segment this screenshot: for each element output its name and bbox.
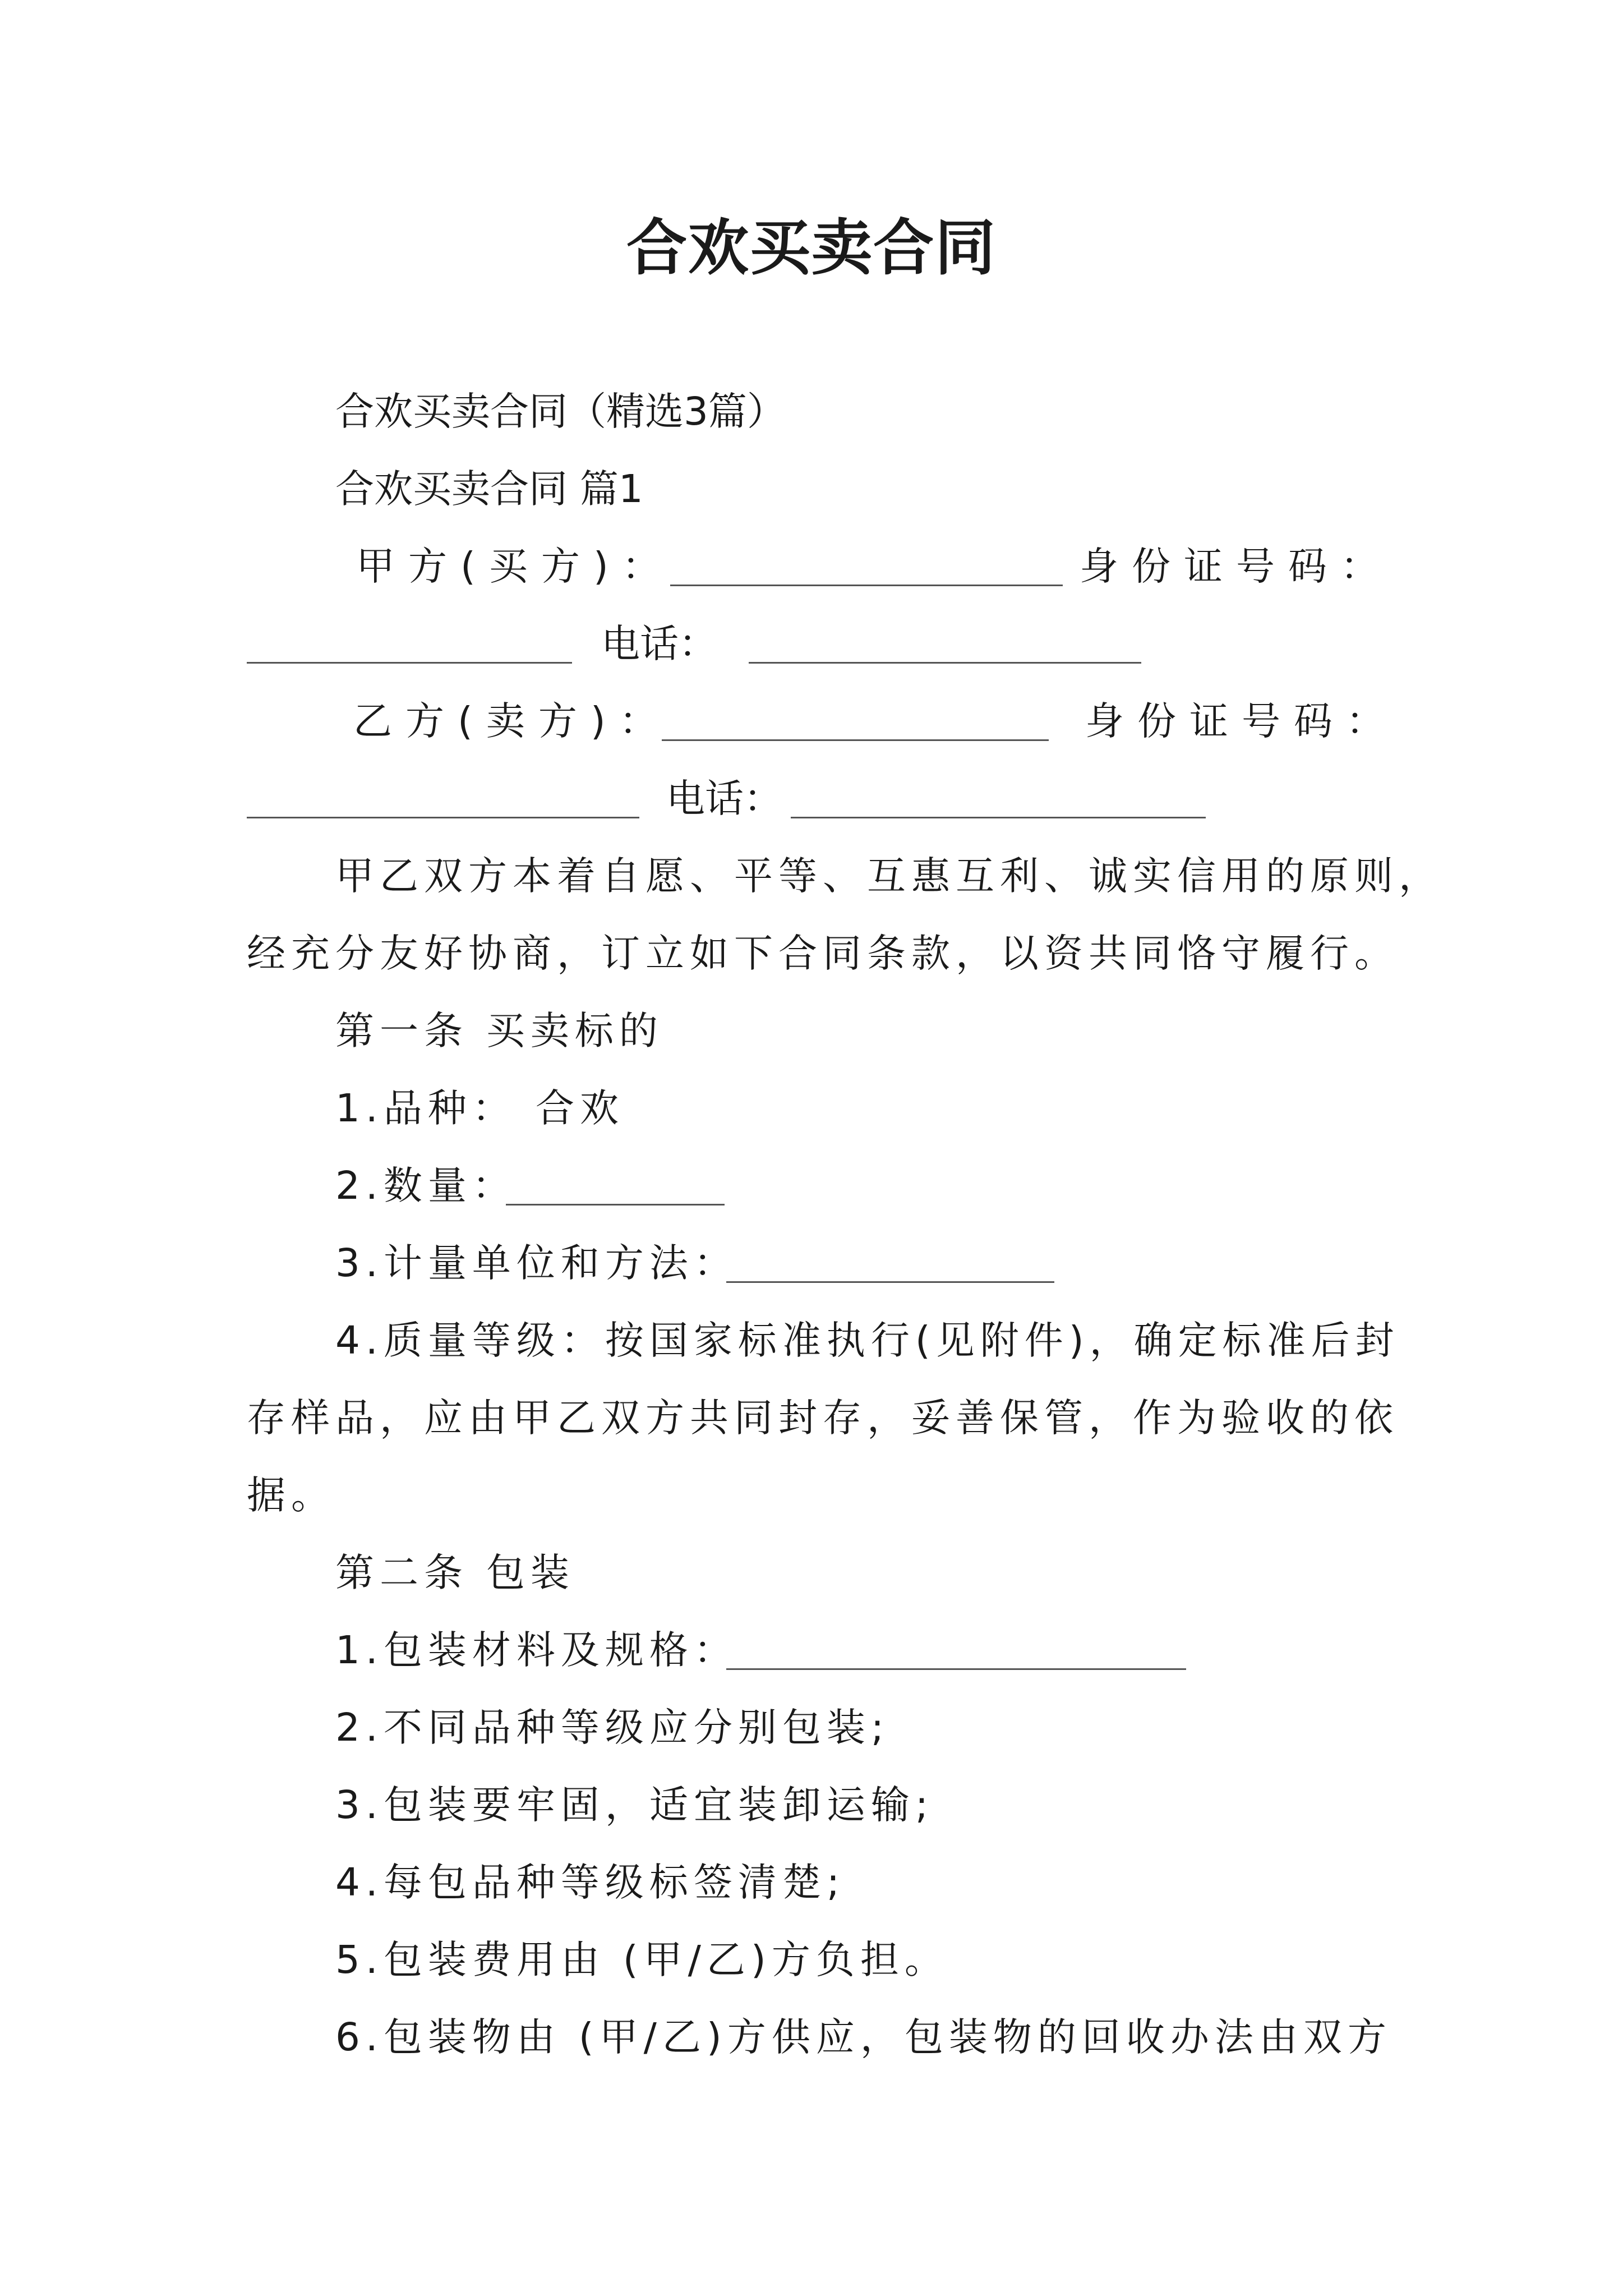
- intro-paragraph-line2: 经充分友好协商，订立如下合同条款，以资共同恪守履行。: [247, 931, 1399, 976]
- party-b-label: 乙方(卖方)：: [353, 699, 671, 744]
- article1-heading: 第一条 买卖标的: [335, 1009, 663, 1053]
- party-a-name-field[interactable]: [670, 547, 1063, 586]
- article2-item2: 2.不同品种等级应分别包装;: [335, 1705, 890, 1750]
- party-b-name-field[interactable]: [662, 702, 1049, 741]
- part-title: 合欢买卖合同 篇1: [335, 467, 643, 512]
- measurement-field[interactable]: [726, 1244, 1054, 1283]
- article1-item3-label: 3.计量单位和方法：: [335, 1241, 738, 1286]
- article2-item6: 6.包装物由 (甲/乙)方供应，包装物的回收办法由双方: [335, 2015, 1392, 2060]
- party-a-phone-label: 电话：: [601, 622, 717, 666]
- party-b-phone-field[interactable]: [791, 780, 1206, 818]
- article2-item4: 4.每包品种等级标签清楚;: [335, 1860, 846, 1905]
- article1-item2-label: 2.数量：: [335, 1163, 517, 1208]
- party-a-phone-field[interactable]: [749, 625, 1141, 664]
- article1-item4-line2: 存样品，应由甲乙双方共同封存，妥善保管，作为验收的依: [247, 1396, 1399, 1441]
- document-subtitle: 合欢买卖合同（精选3篇）: [335, 389, 786, 434]
- party-b-id-field[interactable]: [247, 780, 639, 818]
- article2-item5: 5.包装费用由 (甲/乙)方负担。: [335, 1938, 949, 1982]
- party-b-id-label: 身份证号码：: [1085, 699, 1398, 744]
- article2-heading: 第二条 包装: [335, 1550, 575, 1595]
- quantity-field[interactable]: [506, 1167, 725, 1205]
- packaging-spec-field[interactable]: [726, 1631, 1186, 1670]
- article1-item1-value: 合欢: [536, 1086, 624, 1131]
- party-a-id-label: 身份证号码：: [1080, 544, 1393, 589]
- article1-item4-line3: 据。: [247, 1473, 335, 1518]
- article1-item1-label: 1.品种：: [335, 1086, 517, 1131]
- party-b-phone-label: 电话：: [666, 776, 782, 821]
- document-title: 合欢买卖合同: [626, 213, 997, 283]
- party-a-label: 甲方(买方)：: [356, 544, 674, 589]
- intro-paragraph-line1: 甲乙双方本着自愿、平等、互惠互利、诚实信用的原则，: [335, 854, 1443, 899]
- article2-item1-label: 1.包装材料及规格：: [335, 1628, 738, 1673]
- party-a-id-field[interactable]: [247, 625, 572, 664]
- article1-item4-line1: 4.质量等级：按国家标准执行(见附件)，确定标准后封: [335, 1318, 1400, 1363]
- article2-item3: 3.包装要牢固，适宜装卸运输;: [335, 1783, 934, 1828]
